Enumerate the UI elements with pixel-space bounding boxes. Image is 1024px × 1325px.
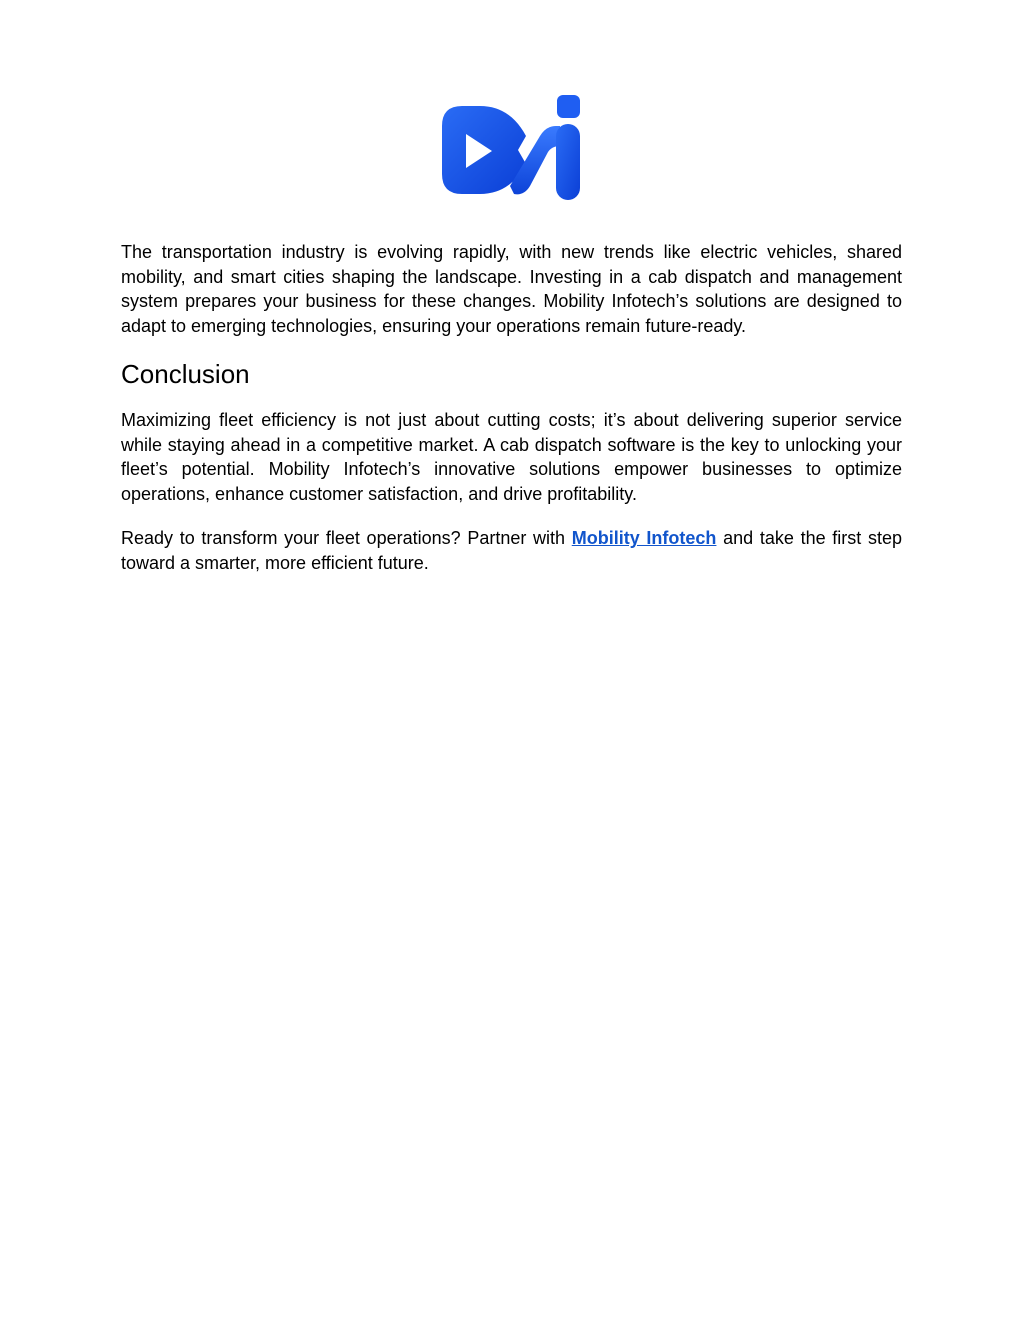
conclusion-paragraph: Maximizing fleet efficiency is not just about cutting costs; it’s about delivering superior service while staying ahead in a competitive market. A cab dispatch software is the key to unlocking your fleet’s potential. Mobility Infotech’s innovative solutions empower businesses to optimize operations, enhance customer satisfaction, and drive profitability. <box>121 410 902 504</box>
call-to-action-paragraph <box>121 526 902 575</box>
mobility-infotech-logo-icon <box>440 94 584 204</box>
intro-paragraph: The transportation industry is evolving rapidly, with new trends like electric vehicles, shared mobility, and smart cities shaping the landscape. Investing in a cab dispatch and management system prepares your business for these changes. Mobility Infotech’s solutions are designed to adapt to emerging technologies, ensuring your operations remain future-ready. <box>121 242 902 336</box>
cta-text-before: Ready to transform your fleet operations? Partner with <box>121 528 572 548</box>
mobility-infotech-link[interactable]: Mobility Infotech <box>571 528 717 548</box>
conclusion-heading: Conclusion <box>121 359 250 389</box>
cta-text-after: and take the first step toward a smarter, more efficient future. <box>121 528 902 573</box>
document-body <box>121 240 902 575</box>
